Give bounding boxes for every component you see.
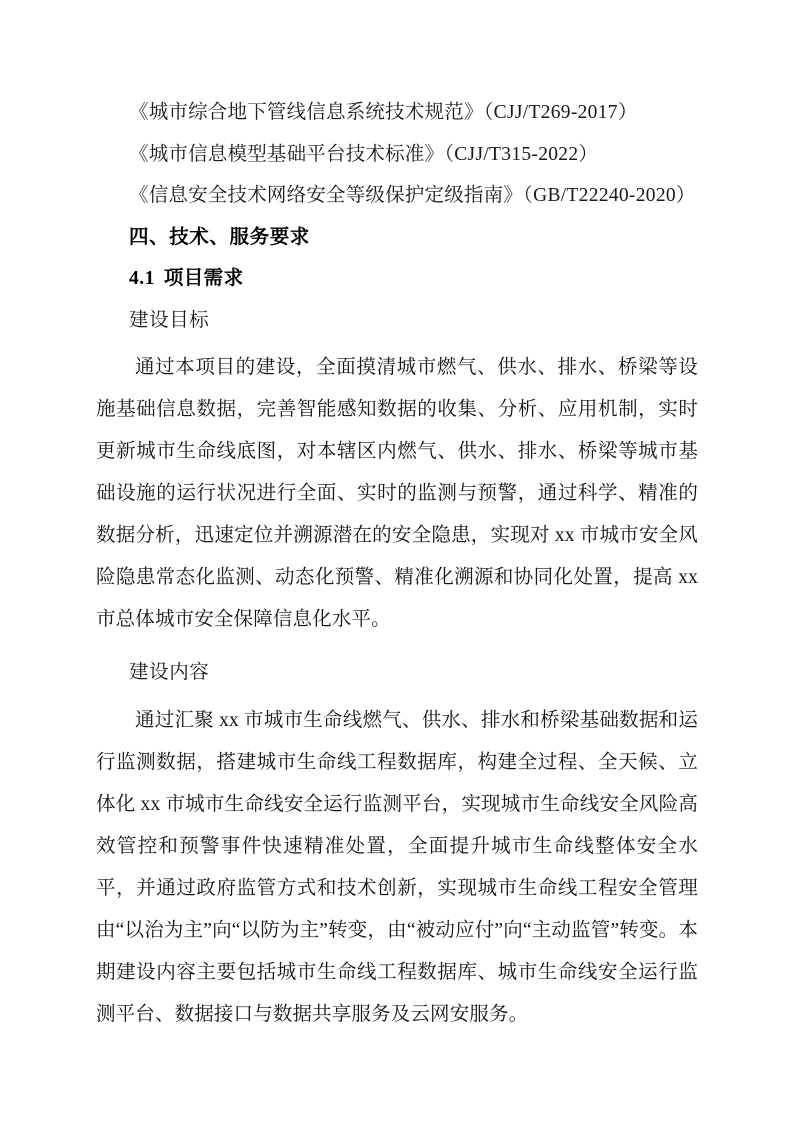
section-heading-major: 四、技术、服务要求 [129, 225, 310, 248]
subsection-label-goal: 建设目标 [129, 309, 210, 331]
standard-reference-line [96, 92, 698, 134]
standard-code: （CJJ/T269-2017） [483, 102, 638, 123]
standard-code: （CJJ/T315-2022） [444, 143, 599, 165]
spacer [96, 641, 698, 652]
section-number: 4.1 [129, 268, 155, 289]
standard-code: （GB/T22240-2020） [523, 185, 696, 206]
subsection-label-content: 建设内容 [129, 662, 210, 683]
standard-title: 《城市综合地下管线信息系统技术规范》 [129, 102, 484, 123]
paragraph-content: 通过汇聚 xx 市城市生命线燃气、供水、排水和桥梁基础数据和运行监测数据，搭建城市生命线工程数据库，构建全过程、全天候、立体化 xx 市城市生命线安全运行监测平台，实现城市生命线安全风险高效管控和预警事件快速精准处置，全面提升城市生命线整体安全水平，并通过政府监管方式和技术创新，实现城市生命线工程安全管理由“以治为主”向“以防为主”转变，由“被动应付”向“主动监管”转变。本期建设内容主要包括城市生命线工程数据库、城市生命线安全运行监测平台、数据接口与数据共享服务及云网安服务。 [96, 709, 698, 1025]
section-heading-minor-label: 项目需求 [163, 267, 244, 289]
standard-reference-line [96, 134, 698, 176]
page-content [96, 92, 698, 1036]
paragraph-goal: 通过本项目的建设，全面摸清城市燃气、供水、排水、桥梁等设施基础信息数据，完善智能感知数据的收集、分析、应用机制，实时更新城市生命线底图，对本辖区内燃气、供水、排水、桥梁等城市基础设施的运行状况进行全面、实时的监测与预警，通过科学、精准的数据分析，迅速定位并溯源潜在的安全隐患，实现对 xx 市城市安全风险隐患常态化监测、动态化预警、精准化溯源和协同化处置，提高 xx 市总体城市安全保障信息化水平。 [96, 357, 698, 630]
section-heading-minor [96, 258, 698, 300]
standard-title: 《城市信息模型基础平台技术标准》 [129, 143, 445, 165]
standard-reference-line [96, 175, 698, 217]
standard-title: 《信息安全技术网络安全等级保护定级指南》 [129, 185, 524, 206]
